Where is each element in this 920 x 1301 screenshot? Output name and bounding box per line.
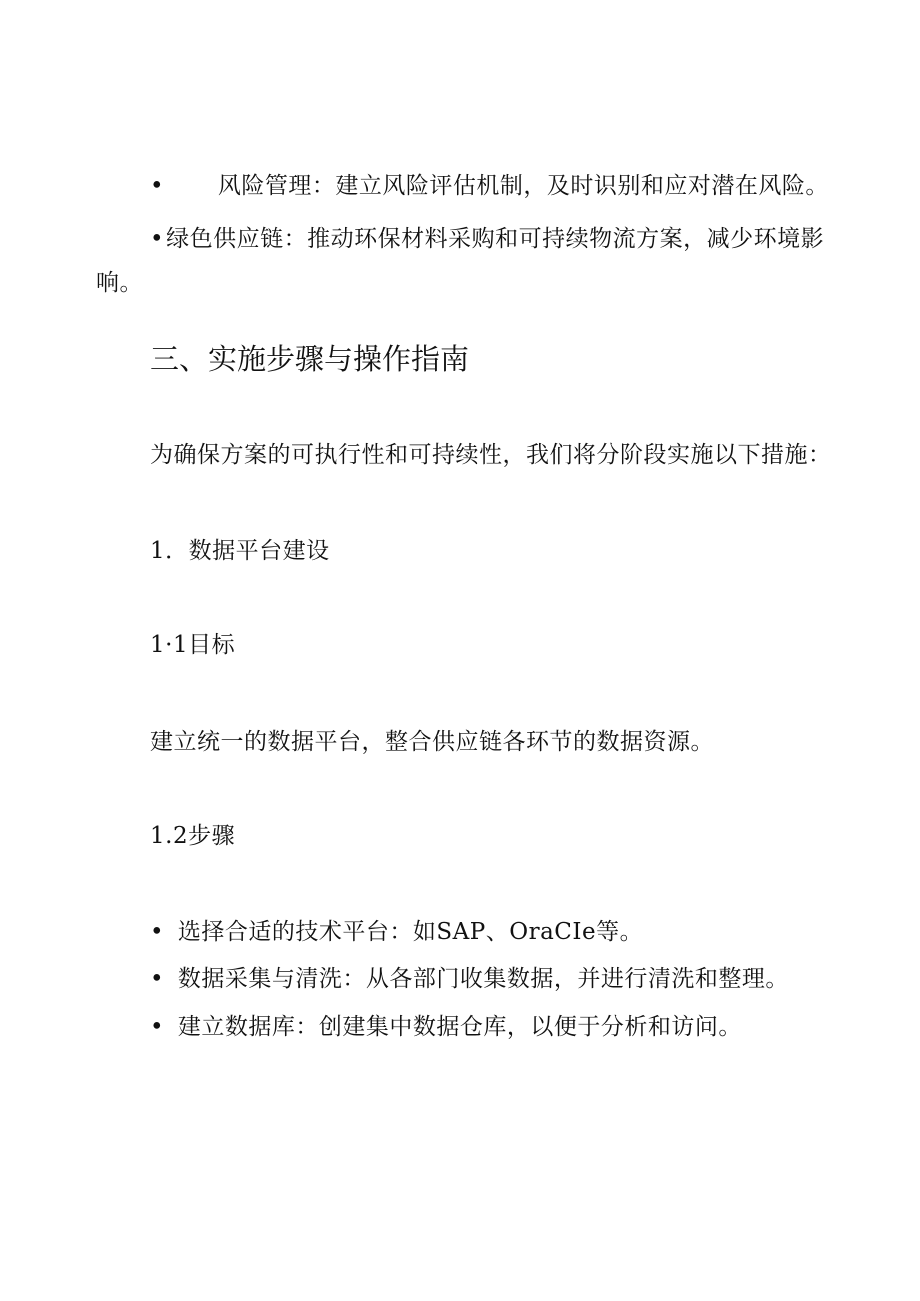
green-supply-chain-item [150, 224, 824, 254]
goal-text: 建立统一的数据平台，整合供应链各环节的数据资源。 [150, 729, 714, 755]
step-text: 建立数据库：创建集中数据仓库，以便于分析和访问。 [177, 1014, 742, 1040]
bullet-icon: • [150, 919, 165, 945]
bullet-icon: • [150, 966, 165, 992]
steps-heading: 1.2步骤 [150, 823, 236, 849]
list-item [150, 964, 789, 994]
section-intro-paragraph: 为确保方案的可执行性和可持续性，我们将分阶段实施以下措施： [150, 442, 832, 468]
risk-management-item [150, 171, 829, 201]
step-text: 数据采集与清洗：从各部门收集数据，并进行清洗和整理。 [177, 966, 789, 992]
bullet-icon: • [150, 1014, 165, 1040]
green-supply-chain-text-continued: 响。 [96, 270, 143, 296]
green-supply-chain-text: 绿色供应链：推动环保材料采购和可持续物流方案，减少环境影 [166, 226, 825, 252]
list-item [150, 1012, 742, 1042]
bullet-icon: • [150, 226, 165, 252]
risk-management-text: 风险管理：建立风险评估机制，及时识别和应对潜在风险。 [217, 173, 829, 199]
subsection-title: 1．数据平台建设 [150, 538, 330, 564]
step-text: 选择合适的技术平台：如SAP、OraCIe等。 [177, 919, 644, 945]
bullet-icon: • [150, 173, 165, 199]
section-heading: 三、实施步骤与操作指南 [150, 342, 470, 376]
goal-heading: 1·1目标 [150, 632, 236, 658]
list-item [150, 917, 643, 947]
